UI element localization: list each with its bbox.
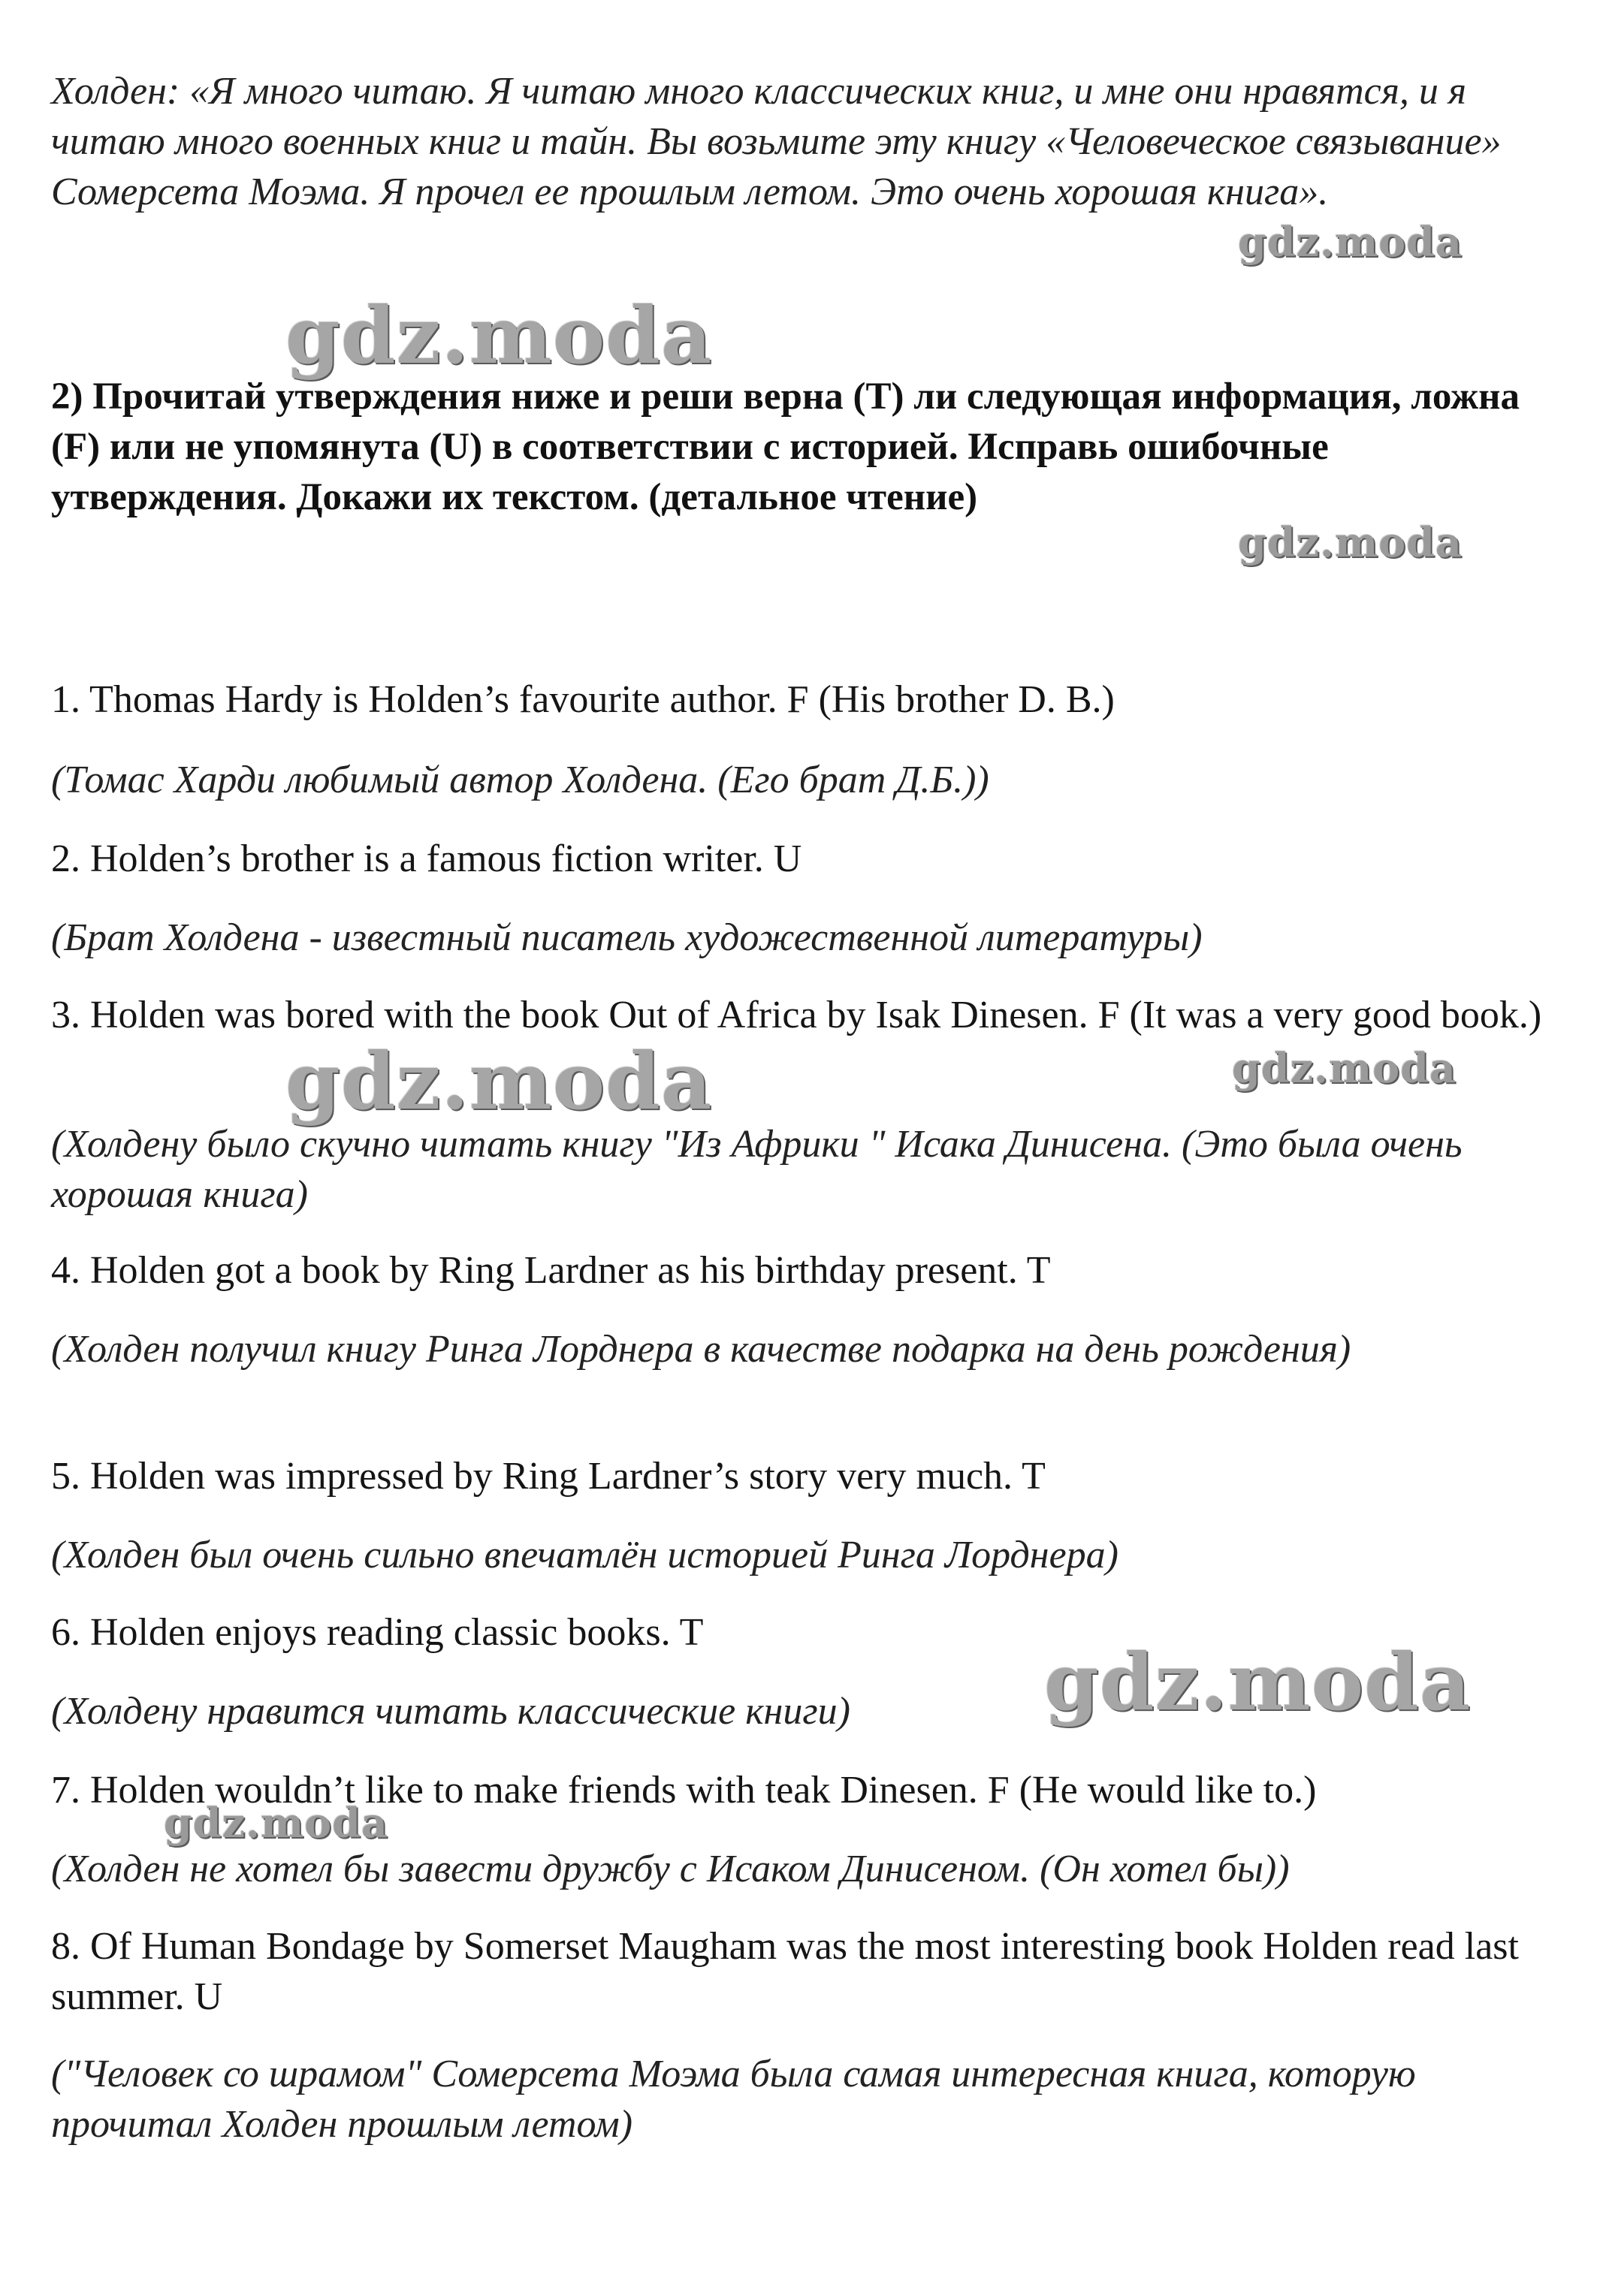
watermark: gdz.moda	[1232, 1044, 1457, 1092]
watermark: gdz.moda	[1238, 218, 1463, 266]
translation-8: ("Человек со шрамом" Сомерсета Моэма была самая интересная книга, которую прочитал Холден прошлым летом)	[51, 2053, 1416, 2146]
statement-1: 1. Thomas Hardy is Holden’s favourite author. F (His brother D. B.)	[51, 678, 1115, 721]
translation-1: (Томас Харди любимый автор Холдена. (Его брат Д.Б.))	[51, 759, 989, 801]
translation-7: (Холден не хотел бы завести дружбу с Исаком Динисеном. (Он хотел бы))	[51, 1848, 1290, 1890]
translation-3: (Холдену было скучно читать книгу "Из Африки " Исака Динисена. (Это была очень хорошая книга)	[51, 1123, 1463, 1216]
translation-2: (Брат Холдена - известный писатель художественной литературы)	[51, 916, 1203, 959]
statement-4: 4. Holden got a book by Ring Lardner as his birthday present. T	[51, 1249, 1051, 1292]
statement-7: 7. Holden wouldn’t like to make friends with teak Dinesen. F (He would like to.)	[51, 1769, 1317, 1812]
statement-3: 3. Holden was bored with the book Out of Africa by Isak Dinesen. F (It was a very good book.)	[51, 994, 1542, 1036]
statement-6: 6. Holden enjoys reading classic books. T	[51, 1611, 704, 1654]
watermark: gdz.moda	[285, 289, 713, 382]
watermark: gdz.moda	[285, 1035, 713, 1127]
statement-2: 2. Holden’s brother is a famous fiction writer. U	[51, 837, 802, 880]
translation-5: (Холден был очень сильно впечатлён историей Ринга Лорднера)	[51, 1534, 1118, 1576]
task-heading: 2) Прочитай утверждения ниже и реши верна (T) ли следующая информация, ложна (F) или не упомянута (U) в соответствии с историей. Исправь ошибочные утверждения. Докажи их текстом. (детальное чтение)	[51, 376, 1520, 518]
translation-6: (Холдену нравится читать классические книги)	[51, 1690, 850, 1733]
watermark: gdz.moda	[1044, 1636, 1472, 1728]
statement-8: 8. Of Human Bondage by Somerset Maugham was the most interesting book Holden read last summer. U	[51, 1925, 1519, 2018]
watermark: gdz.moda	[164, 1799, 388, 1847]
intro-quote: Холден: «Я много читаю. Я читаю много классических книг, и мне они нравятся, и я читаю много военных книг и тайн. Вы возьмите эту книгу «Человеческое связывание» Сомерсета Моэма. Я прочел ее прошлым летом. Это очень хорошая книга».	[51, 70, 1502, 213]
watermark: gdz.moda	[1238, 518, 1463, 566]
statement-5: 5. Holden was impressed by Ring Lardner’s story very much. T	[51, 1455, 1046, 1498]
translation-4: (Холден получил книгу Ринга Лорднера в качестве подарка на день рождения)	[51, 1328, 1351, 1371]
